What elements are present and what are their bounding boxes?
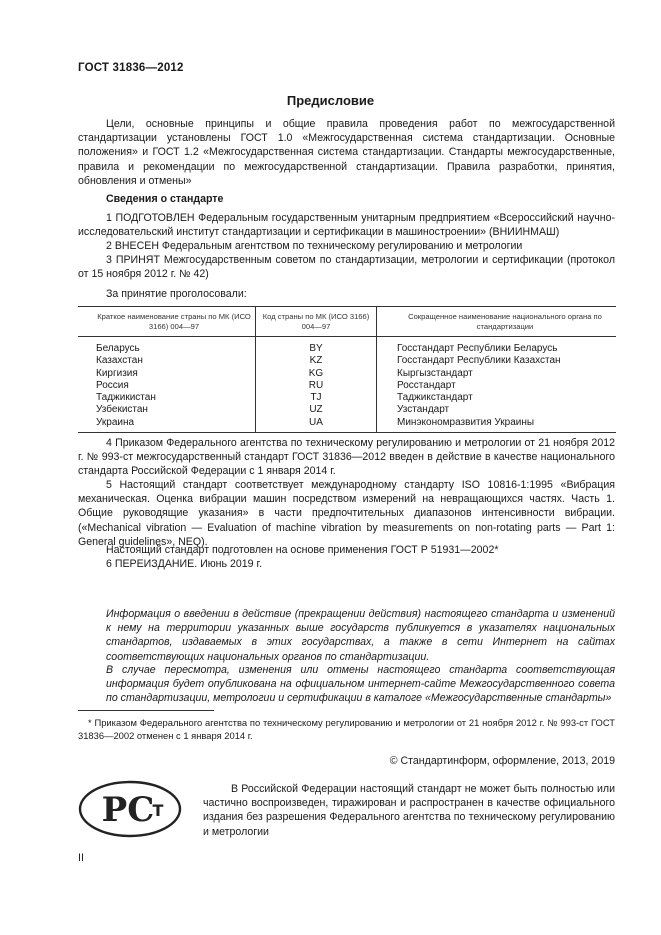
code-cell: UZ — [256, 404, 377, 416]
item-6-reissue: 6 ПЕРЕИЗДАНИЕ. Июнь 2019 г. — [106, 558, 263, 570]
code-cell: TJ — [256, 392, 377, 404]
rst-emblem-icon — [78, 780, 182, 838]
header-country: Краткое наименование страны по МК (ИСО 3166) 004—97 — [78, 307, 256, 337]
intro-paragraph: Цели, основные принципы и общие правила проведения работ по межгосударственной стандартизации установлены ГОСТ 1.0 «Межгосударственная система стандартизации. Основные положения» и ГОСТ 1.2 «Межгосударственная система стандартизации. Стандарты межгосударственные, правила и рекомендации по межгосударственной стандартизации. Правила разработки, принятия, обновления и отмены» — [78, 118, 615, 187]
item-2-submitted: 2 ВНЕСЕН Федеральным агентством по техническому регулированию и метрологии — [106, 240, 523, 252]
table-row — [78, 392, 616, 404]
footnote-divider — [78, 710, 214, 711]
country-cell: Россия — [96, 379, 129, 391]
body-cell: Госстандарт Республики Казахстан — [377, 355, 617, 367]
table-row — [78, 355, 616, 367]
code-cell: KZ — [256, 355, 377, 367]
item-5-basis: Настоящий стандарт подготовлен на основе применения ГОСТ Р 51931—2002* — [106, 544, 499, 556]
body-cell: Росстандарт — [377, 380, 617, 392]
table-row — [78, 404, 616, 416]
table-row — [78, 380, 616, 392]
copyright-line: © Стандартинформ, оформление, 2013, 2019 — [389, 755, 615, 767]
country-cell: Беларусь — [96, 343, 140, 354]
rst-certification-mark — [78, 780, 182, 843]
header-country-code: Код страны по МК (ИСО 3166) 004—97 — [256, 307, 377, 337]
table-header-row — [78, 307, 616, 337]
table-row — [78, 417, 616, 433]
voting-table — [78, 306, 616, 433]
code-cell: RU — [256, 380, 377, 392]
table-row — [78, 337, 616, 356]
svg-text:РС: РС — [101, 790, 155, 830]
info-heading: Сведения о стандарте — [106, 193, 224, 205]
notice-paragraph-1: Информация о введении в действие (прекращении действия) настоящего стандарта и изменений к нему на территории указанных выше государств публикуется в указателях национальных стандартов, издаваемых в этих государствах, а также в сети Интернет на сайтах соответствующих национальных органов по стандартизации. — [106, 608, 615, 663]
notice-paragraph-2: В случае пересмотра, изменения или отмены настоящего стандарта соответствующая информация будет опубликована на официальном интернет-сайте Межгосударственного совета по стандартизации, метрологии и сертификации в каталоге «Межгосударственные стандарты» — [106, 664, 615, 705]
voted-caption: За принятие проголосовали: — [106, 288, 247, 300]
country-cell: Киргизия — [96, 367, 138, 379]
table-row — [78, 368, 616, 380]
country-cell: Таджикистан — [96, 392, 156, 404]
body-cell: Таджикстандарт — [377, 392, 617, 404]
svg-text:Т: Т — [152, 801, 164, 820]
document-id: ГОСТ 31836—2012 — [78, 62, 184, 74]
page-number: II — [78, 852, 84, 864]
rf-reproduction-notice: В Российской Федерации настоящий стандарт не может быть полностью или частично воспроизведен, тиражирован и распространен в качестве официального издания без разрешения Федерального агентства по техническому регулированию и метрологии — [203, 783, 615, 838]
header-standards-body: Сокращенное наименование национального органа по стандартизации — [377, 307, 617, 337]
code-cell: UA — [256, 417, 377, 433]
code-cell: KG — [256, 368, 377, 380]
body-cell: Узстандарт — [377, 404, 617, 416]
item-1-prepared: 1 ПОДГОТОВЛЕН Федеральным государственным унитарным предприятием «Всероссийский научно-исследовательский институт стандартизации и сертификации в машиностроении» (ВНИИНМАШ) — [78, 212, 615, 239]
item-3-adopted: 3 ПРИНЯТ Межгосударственным советом по стандартизации, метрологии и сертификации (протокол от 15 ноября 2012 г. № 42) — [78, 254, 615, 281]
country-cell: Украина — [78, 417, 256, 433]
country-cell: Узбекистан — [96, 404, 148, 416]
body-cell: Минэкономразвития Украины — [377, 417, 617, 433]
page-title: Предисловие — [286, 93, 375, 108]
code-cell: BY — [256, 337, 377, 356]
footnote: * Приказом Федерального агентства по техническому регулированию и метрологии от 21 ноября 2012 г. № 993-ст ГОСТ 31836—2002 отменен с 1 января 2014 г. — [78, 717, 615, 741]
item-5-conformity: 5 Настоящий стандарт соответствует международному стандарту ISO 10816-1:1995 «Вибрация механическая. Оценка вибрации машин посредством измерений на невращающихся частях. Часть 1. Общие руководящие указания» в части предпочтительных диапазонов интенсивности вибрации. («Mechanical vibration — Evaluation of machine vibration by measurements on non-rotating parts — Part 1: General guidelines», NEQ). — [78, 479, 615, 548]
body-cell: Госстандарт Республики Беларусь — [377, 337, 617, 356]
body-cell: Кыргызстандарт — [377, 368, 617, 380]
item-4-order: 4 Приказом Федерального агентства по техническому регулированию и метрологии от 21 ноября 2012 г. № 993-ст межгосударственный стандарт ГОСТ 31836—2012 введен в действие в качестве национального стандарта Российской Федерации с 1 января 2014 г. — [78, 437, 615, 478]
country-cell: Казахстан — [96, 355, 143, 367]
